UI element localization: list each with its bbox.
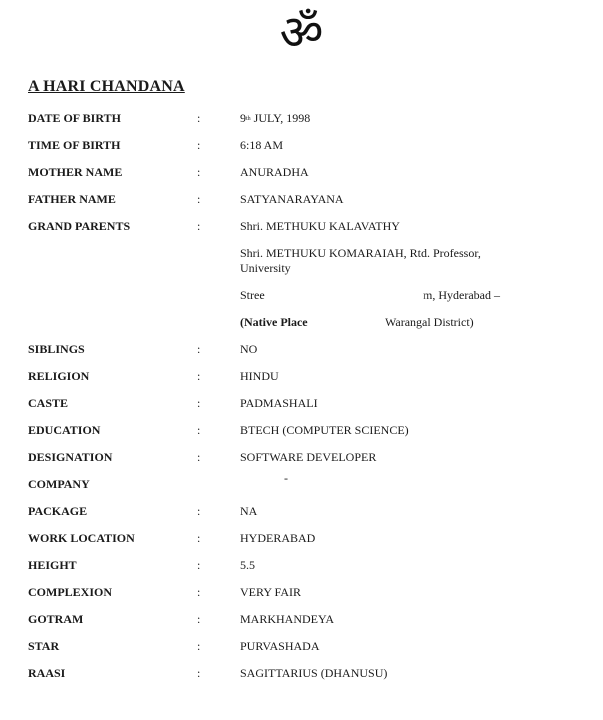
field-colon: : [197, 666, 201, 680]
field-colon: : [197, 192, 201, 206]
grandfather-text: Shri. METHUKU KOMARAIAH, Rtd. Professor, [240, 246, 481, 260]
field-colon: : [197, 369, 201, 383]
field-label: PACKAGE [28, 504, 88, 518]
field-colon: : [197, 138, 201, 152]
native-end: Warangal District) [385, 315, 474, 329]
dob-day: 9 [240, 111, 246, 125]
field-label: HEIGHT [28, 558, 77, 572]
field-colon: : [197, 450, 201, 464]
field-label: FATHER NAME [28, 192, 116, 206]
om-symbol: ॐ [279, 5, 324, 61]
field-colon: : [197, 219, 201, 233]
field-colon: : [197, 639, 201, 653]
dob-rest: JULY, 1998 [250, 111, 311, 125]
grandfather-text-cont: University [240, 261, 291, 275]
person-name: A HARI CHANDANA [28, 78, 185, 95]
field-value: NO [240, 342, 258, 356]
field-colon: : [197, 585, 201, 599]
field-value [240, 111, 540, 126]
field-label: MOTHER NAME [28, 165, 123, 179]
field-value: 6:18 AM [240, 138, 284, 152]
field-label: DESIGNATION [28, 450, 113, 464]
field-value: PURVASHADA [240, 639, 320, 653]
field-value: NA [240, 504, 258, 518]
field-value: SOFTWARE DEVELOPER [240, 450, 377, 464]
field-value: MARKHANDEYA [240, 612, 335, 626]
field-label: TIME OF BIRTH [28, 138, 121, 152]
field-label: STAR [28, 639, 60, 653]
field-label: COMPANY [28, 477, 90, 491]
native-label: (Native Place [240, 315, 308, 329]
field-label: GRAND PARENTS [28, 219, 131, 233]
field-label: CASTE [28, 396, 69, 410]
field-colon: : [197, 531, 201, 545]
field-colon: : [197, 165, 201, 179]
field-colon: : [197, 396, 201, 410]
redaction-blur [272, 282, 422, 312]
address-start: Stree [240, 288, 265, 302]
field-value: ANURADHA [240, 165, 309, 179]
field-label: DATE OF BIRTH [28, 111, 121, 125]
field-value: BTECH (COMPUTER SCIENCE) [240, 423, 409, 437]
field-label: SIBLINGS [28, 342, 85, 356]
field-colon: : [197, 342, 201, 356]
field-value: 5.5 [240, 558, 255, 572]
dob-suffix: th [246, 116, 251, 122]
field-label: GOTRAM [28, 612, 84, 626]
field-label: RAASI [28, 666, 66, 680]
field-colon: : [197, 111, 201, 125]
field-value: VERY FAIR [240, 585, 302, 599]
field-colon: : [197, 558, 201, 572]
field-label: COMPLEXION [28, 585, 112, 599]
field-value: HINDU [240, 369, 279, 383]
field-colon: : [197, 423, 201, 437]
field-label: WORK LOCATION [28, 531, 135, 545]
field-colon: : [197, 612, 201, 626]
field-value: HYDERABAD [240, 531, 316, 545]
field-label: RELIGION [28, 369, 90, 383]
field-value: SATYANARAYANA [240, 192, 344, 206]
redaction-blur [490, 244, 520, 260]
field-value: SAGITTARIUS (DHANUSU) [240, 666, 388, 680]
field-value: - [284, 471, 288, 485]
field-label: EDUCATION [28, 423, 101, 437]
field-value: Shri. METHUKU KALAVATHY [240, 219, 400, 233]
address-end: m, Hyderabad – [423, 288, 500, 302]
field-value: PADMASHALI [240, 396, 318, 410]
field-colon: : [197, 504, 201, 518]
